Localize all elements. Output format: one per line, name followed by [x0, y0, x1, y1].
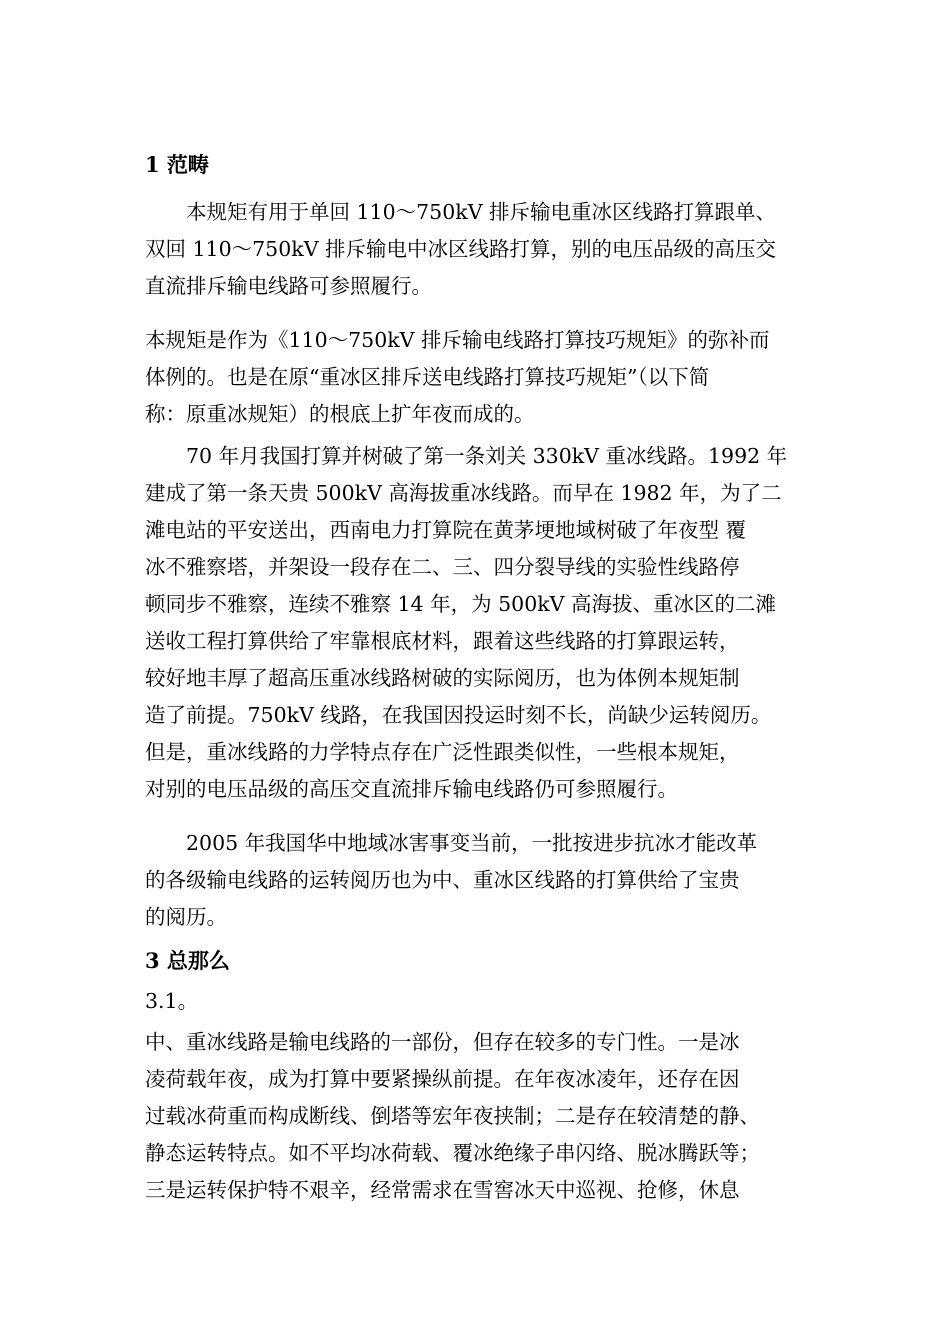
paragraph-2005-experience — [145, 825, 815, 936]
section-heading-general: 3 总那么 — [145, 948, 230, 973]
paragraph-line: 但是，重冰线路的力学特点存在广泛性跟类似性，一些根本规矩， — [145, 740, 740, 764]
paragraph-line: 本规矩有用于单回 110～750kV 排斥输电重冰区线路打算跟单、 — [186, 200, 777, 224]
paragraph-line: 造了前提。750kV 线路，在我国因投运时刻不长，尚缺少运转阅历。 — [145, 703, 772, 727]
paragraph-line: 对别的电压品级的高压交直流排斥输电线路仍可参照履行。 — [145, 777, 678, 801]
paragraph-line: 双回 110～750kV 排斥输电中冰区线路打算，别的电压品级的高压交 — [145, 237, 777, 261]
paragraph-line: 中、重冰线路是输电线路的一部份，但存在较多的专门性。一是冰 — [145, 1030, 740, 1054]
paragraph-line: 过载冰荷重而构成断线、倒塔等宏年夜挟制；二是存在较清楚的静、 — [145, 1104, 760, 1128]
paragraph-line: 静态运转特点。如不平均冰荷载、覆冰绝缘子串闪络、脱冰腾跃等； — [145, 1141, 760, 1165]
paragraph-line: 70 年月我国打算并树破了第一条刘关 330kV 重冰线路。1992 年 — [186, 444, 788, 468]
paragraph-line: 较好地丰厚了超高压重冰线路树破的实际阅历，也为体例本规矩制 — [145, 666, 740, 690]
paragraph-line: 建成了第一条天贵 500kV 高海拔重冰线路。而早在 1982 年，为了二 — [145, 481, 782, 505]
paragraph-line: 直流排斥输电线路可参照履行。 — [145, 274, 432, 298]
paragraph-line: 三是运转保护特不艰辛，经常需求在雪窖冰天中巡视、抢修，休息 — [145, 1178, 740, 1202]
paragraph-line: 冰不雅察塔，并架设一段存在二、三、四分裂导线的实验性线路停 — [145, 555, 740, 579]
paragraph-line: 顿同步不雅察，连续不雅察 14 年，为 500kV 高海拔、重冰区的二滩 — [145, 592, 777, 616]
paragraph-line: 本规矩是作为《110～750kV 排斥输电线路打算技巧规矩》的弥补而 — [145, 328, 770, 352]
paragraph-line: 的阅历。 — [145, 905, 227, 929]
paragraph-line: 的各级输电线路的运转阅历也为中、重冰区线路的打算供给了宝贵 — [145, 868, 740, 892]
paragraph-line: 3.1。 — [145, 989, 199, 1013]
paragraph-supplement — [145, 322, 815, 433]
paragraph-line: 称：原重冰规矩）的根底上扩年夜而成的。 — [145, 402, 535, 426]
section-heading-scope: 1 范畴 — [145, 152, 209, 177]
paragraph-line: 2005 年我国华中地域冰害事变当前，一批按进步抗冰才能改革 — [186, 831, 758, 855]
paragraph-line: 体例的。也是在原“重冰区排斥送电线路打算技巧规矩”（以下简 — [145, 365, 710, 389]
paragraph-history — [145, 438, 815, 808]
paragraph-line: 送收工程打算供给了牢靠根底材料，跟着这些线路的打算跟运转， — [145, 629, 740, 653]
paragraph-scope-applicability — [145, 194, 815, 305]
paragraph-line: 滩电站的平安送出，西南电力打算院在黄茅埂地域树破了年夜型 覆 — [145, 518, 747, 542]
clause-number-3-1 — [145, 983, 815, 1020]
paragraph-ice-line-characteristics — [145, 1024, 815, 1209]
paragraph-line: 凌荷载年夜，成为打算中要紧操纵前提。在年夜冰凌年，还存在因 — [145, 1067, 740, 1091]
